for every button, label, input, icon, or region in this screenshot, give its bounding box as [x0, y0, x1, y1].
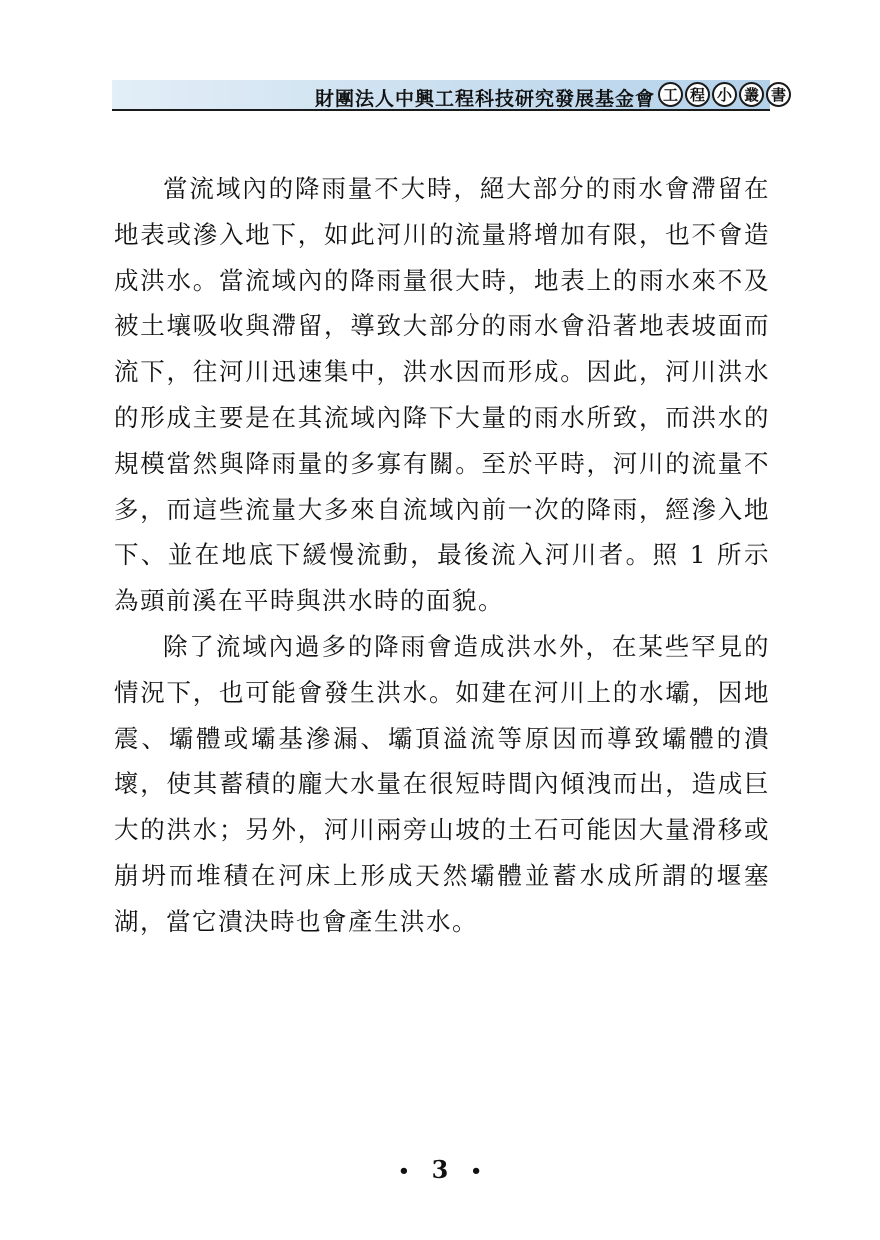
paragraph: 當流域內的降雨量不大時，絕大部分的雨水會滯留在地表或滲入地下，如此河川的流量將增加有限，也不會造成洪水。當流域內的降雨量很大時，地表上的雨水來不及被土壤吸收與滯留，導致大部分的雨水會沿著地表坡面而流下，往河川迅速集中，洪水因而形成。因此，河川洪水的形成主要是在其流域內降下大量的雨水所致，而洪水的規模當然與降雨量的多寡有關。至於平時，河川的流量不多，而這些流量大多來自流域內前一次的降雨，經滲入地下、並在地底下緩慢流動，最後流入河川者。照 1 所示為頭前溪在平時與洪水時的面貌。 — [114, 174, 770, 616]
page-number: 3 — [431, 1155, 449, 1184]
series-char: 叢 — [739, 82, 764, 107]
footer-bullet-left: • — [398, 1161, 410, 1182]
series-badge — [658, 82, 791, 107]
series-char: 書 — [766, 82, 791, 107]
series-char: 小 — [712, 82, 737, 107]
paragraph: 除了流域內過多的降雨會造成洪水外，在某些罕見的情況下，也可能會發生洪水。如建在河川上的水壩，因地震、壩體或壩基滲漏、壩頂溢流等原因而導致壩體的潰壞，使其蓄積的龐大水量在很短時間內傾洩而出，造成巨大的洪水；另外，河川兩旁山坡的土石可能因大量滑移或崩坍而堆積在河床上形成天然壩體並蓄水成所謂的堰塞湖，當它潰決時也會產生洪水。 — [114, 631, 770, 936]
footer-bullet-right: • — [470, 1161, 482, 1182]
header-organization: 財團法人中興工程科技研究發展基金會 — [314, 88, 655, 110]
page-footer — [0, 1155, 880, 1184]
body-content — [114, 166, 770, 945]
series-char: 程 — [685, 82, 710, 107]
series-char: 工 — [658, 82, 683, 107]
